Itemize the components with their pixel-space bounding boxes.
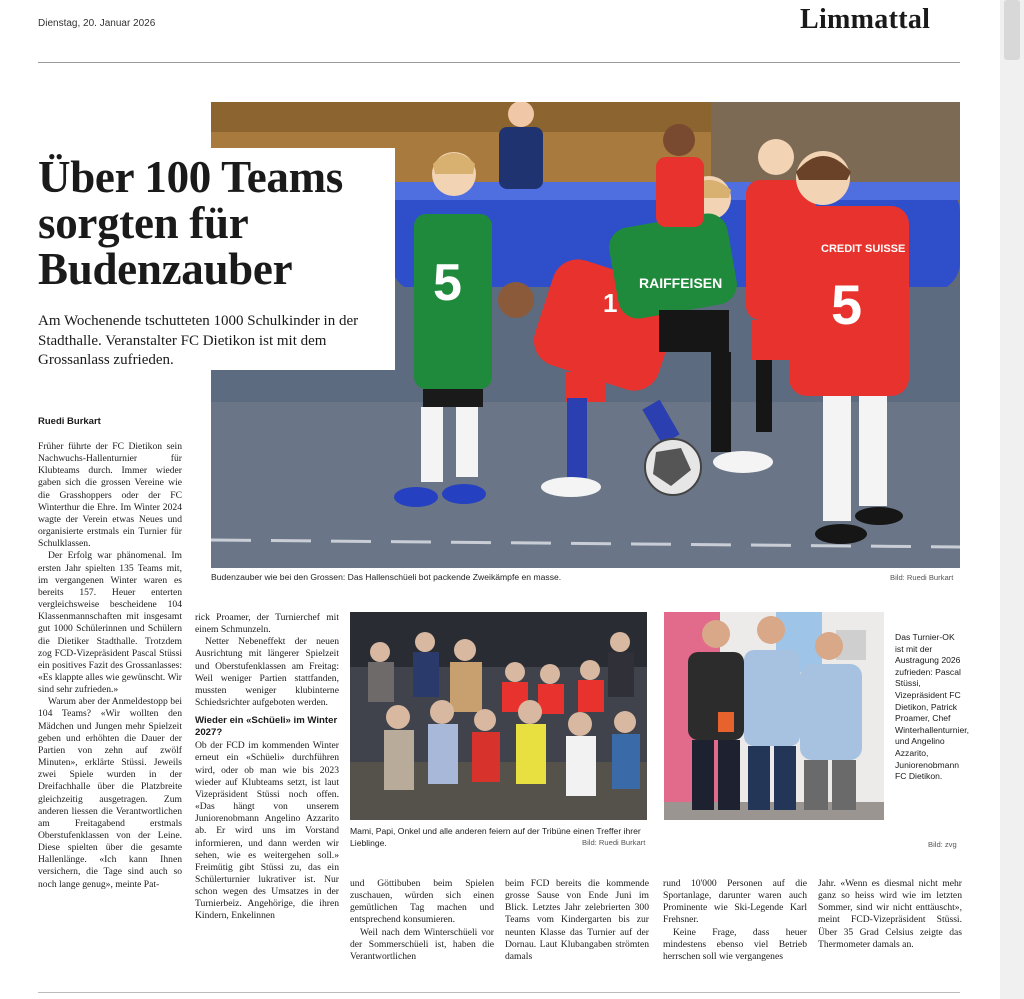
officials-photo-caption: Das Turnier-OK ist mit der Austragung 2026 zufrieden: Pascal Stüssi, Vizepräsident FC Dietikon, Patrick Proamer, Chef Winterhallenturnier, und Angelino Azzarito, Juniorenobmann FC Dietikon. <box>895 632 970 782</box>
main-photo-caption: Budenzauber wie bei den Grossen: Das Hallenschüeli bot packende Zweikämpfe en masse. <box>211 572 562 582</box>
text-column-3 <box>350 878 494 963</box>
headline: Über 100 Teams sorgten für Budenzauber <box>38 152 343 294</box>
scrollbar[interactable] <box>1000 0 1024 999</box>
paragraph: Warum aber der Anmeldestopp bei 104 Teams? «Wir wollten den Mädchen und Jungen mehr Spielzeit geben und erhöhten die Dauer der Partien von zehn auf zwölf Minuten», erklärte Stüssi. Jeweils zwei Spiele wurden in der Dreifachhalle über die Platzbreite gleichzeitig ausgetragen. Zum anderen liessen die Verantwortlichen am Freitagabend erstmals Oberstufenklassen von der Leine. Diese spielten über die gesamte Hallenlänge. «Ich kann Ihnen versichern, die Tage sind auch so noch lange genug», meinte Pat- <box>38 696 182 890</box>
shirt-sponsor: RAIFFEISEN <box>639 275 723 291</box>
text-column-6 <box>818 878 962 951</box>
footer-divider <box>38 992 960 993</box>
scrollbar-thumb[interactable] <box>1004 0 1020 60</box>
crowd-photo-credit: Bild: Ruedi Burkart <box>582 838 646 847</box>
header-divider <box>38 62 960 63</box>
author-byline: Ruedi Burkart <box>38 416 101 427</box>
paragraph: Keine Frage, dass heuer mindestens ebenso viel Betrieb herrschen soll wie vergangenes <box>663 926 807 962</box>
crowd-photo <box>350 612 647 820</box>
officials-photo <box>664 612 884 820</box>
shirt-number: 1 <box>603 288 618 318</box>
paragraph: Weil nach dem Winterschüeli vor der Sommerschüeli ist, haben die Verantwortlichen <box>350 926 494 962</box>
page-date: Dienstag, 20. Januar 2026 <box>38 18 156 29</box>
text-column-2 <box>195 612 339 923</box>
paragraph: rund 10'000 Personen auf die Sportanlage, darunter waren auch Prominente wie Ski-Legende Karl Frehsner. <box>663 878 807 926</box>
paragraph: Der Erfolg war phänomenal. Im ersten Jahr spielten 135 Teams mit, im vergangenen Winter waren es bereits 157. Heuer enterten vergleichsweise bescheidene 104 Klassenmannschaften mit insgesamt gut 1000 Schülerinnen und Schülern die Dietiker Stadthalle. Trotzdem zog FCD-Vizepräsident Pascal Stüssi ein positives Fazit des Grossanlasses: «Es klappte alles wie gewünscht. Wir sind sehr zufrieden.» <box>38 550 182 696</box>
crowd-photo-caption: Mami, Papi, Onkel und alle anderen feiern auf der Tribüne einen Treffer ihrer Lieblinge. <box>350 826 641 848</box>
paragraph: Netter Nebeneffekt der neuen Ausrichtung mit längerer Spielzeit und Oberstufenklassen am Freitag: Weil weniger Partien stattfanden, mussten weniger klubinterne Schiedsrichter aufgeboten werden. <box>195 636 339 709</box>
paragraph: und Göttibuben beim Spielen zuschauen, würden sich einen gemütlichen Tag machen und entsprechend konsumieren. <box>350 878 494 926</box>
paragraph: Jahr. «Wenn es diesmal nicht mehr ganz so heiss wird wie im letzten Sommer, sind wir nicht enttäuscht», meint FCD-Vizepräsident Stüssi. Über 35 Grad Celsius zeigte das Thermometer damals an. <box>818 878 962 950</box>
text-column-5 <box>663 878 807 963</box>
officials-photo-credit: Bild: zvg <box>928 840 957 849</box>
shirt-number: 5 <box>433 254 462 312</box>
text-column-4 <box>505 878 649 963</box>
crowd-illustration <box>350 612 647 820</box>
paragraph: rick Proamer, der Turnierchef mit einem Schmunzeln. <box>195 612 339 636</box>
lead-paragraph: Am Wochenende tschutteten 1000 Schulkinder in der Stadthalle. Veranstalter FC Dietikon ist mit dem Grossanlass zufrieden. <box>38 313 359 368</box>
section-title: Limmattal <box>800 4 931 35</box>
main-photo-credit: Bild: Ruedi Burkart <box>890 573 954 582</box>
shirt-number: 5 <box>831 273 863 336</box>
text-column-1 <box>38 441 182 891</box>
subheading: Wieder ein «Schüeli» im Winter 2027? <box>195 715 338 739</box>
paragraph: Ob der FCD im kommenden Winter erneut ein «Schüeli» durchführen wird, oder ob man wie bis 2023 wieder auf Klubteams setzt, ist laut Vizepräsident Stüssi noch offen. «Das hängt von unserem Juniorenobmann Angelino Azzarito ab. Er wird uns im Vorstand informieren, und dann werden wir sehen, wie es weitergehen soll.» Freimütig gibt Stüssi zu, das ein Schülerturnier lukrativer ist. Nur schon wegen des Umsatzes in der Turnierbeiz. Angehörige, die ihren Kindern, Enkelinnen <box>195 740 339 922</box>
paragraph: Früher führte der FC Dietikon sein Nachwuchs-Hallenturnier für Klubteams durch. Immer wieder gaben sich die grossen Vereine wie die Grasshoppers oder der FC Winterthur die Ehre. Im Winter 2024 wagte der Verein etwas Neues und organisierte erstmals ein Turnier für Schulklassen. <box>38 441 182 550</box>
shirt-sponsor: CREDIT SUISSE <box>821 243 906 255</box>
officials-illustration <box>664 612 884 820</box>
paragraph: beim FCD bereits die kommende grosse Sause von Ende Juni im Blick. Letztes Jahr zelebrierten 300 Teams vom Kindergarten bis zur neunten Klasse das Turnier auf der Dornau. Laut Klubangaben strömten damals <box>505 878 649 962</box>
